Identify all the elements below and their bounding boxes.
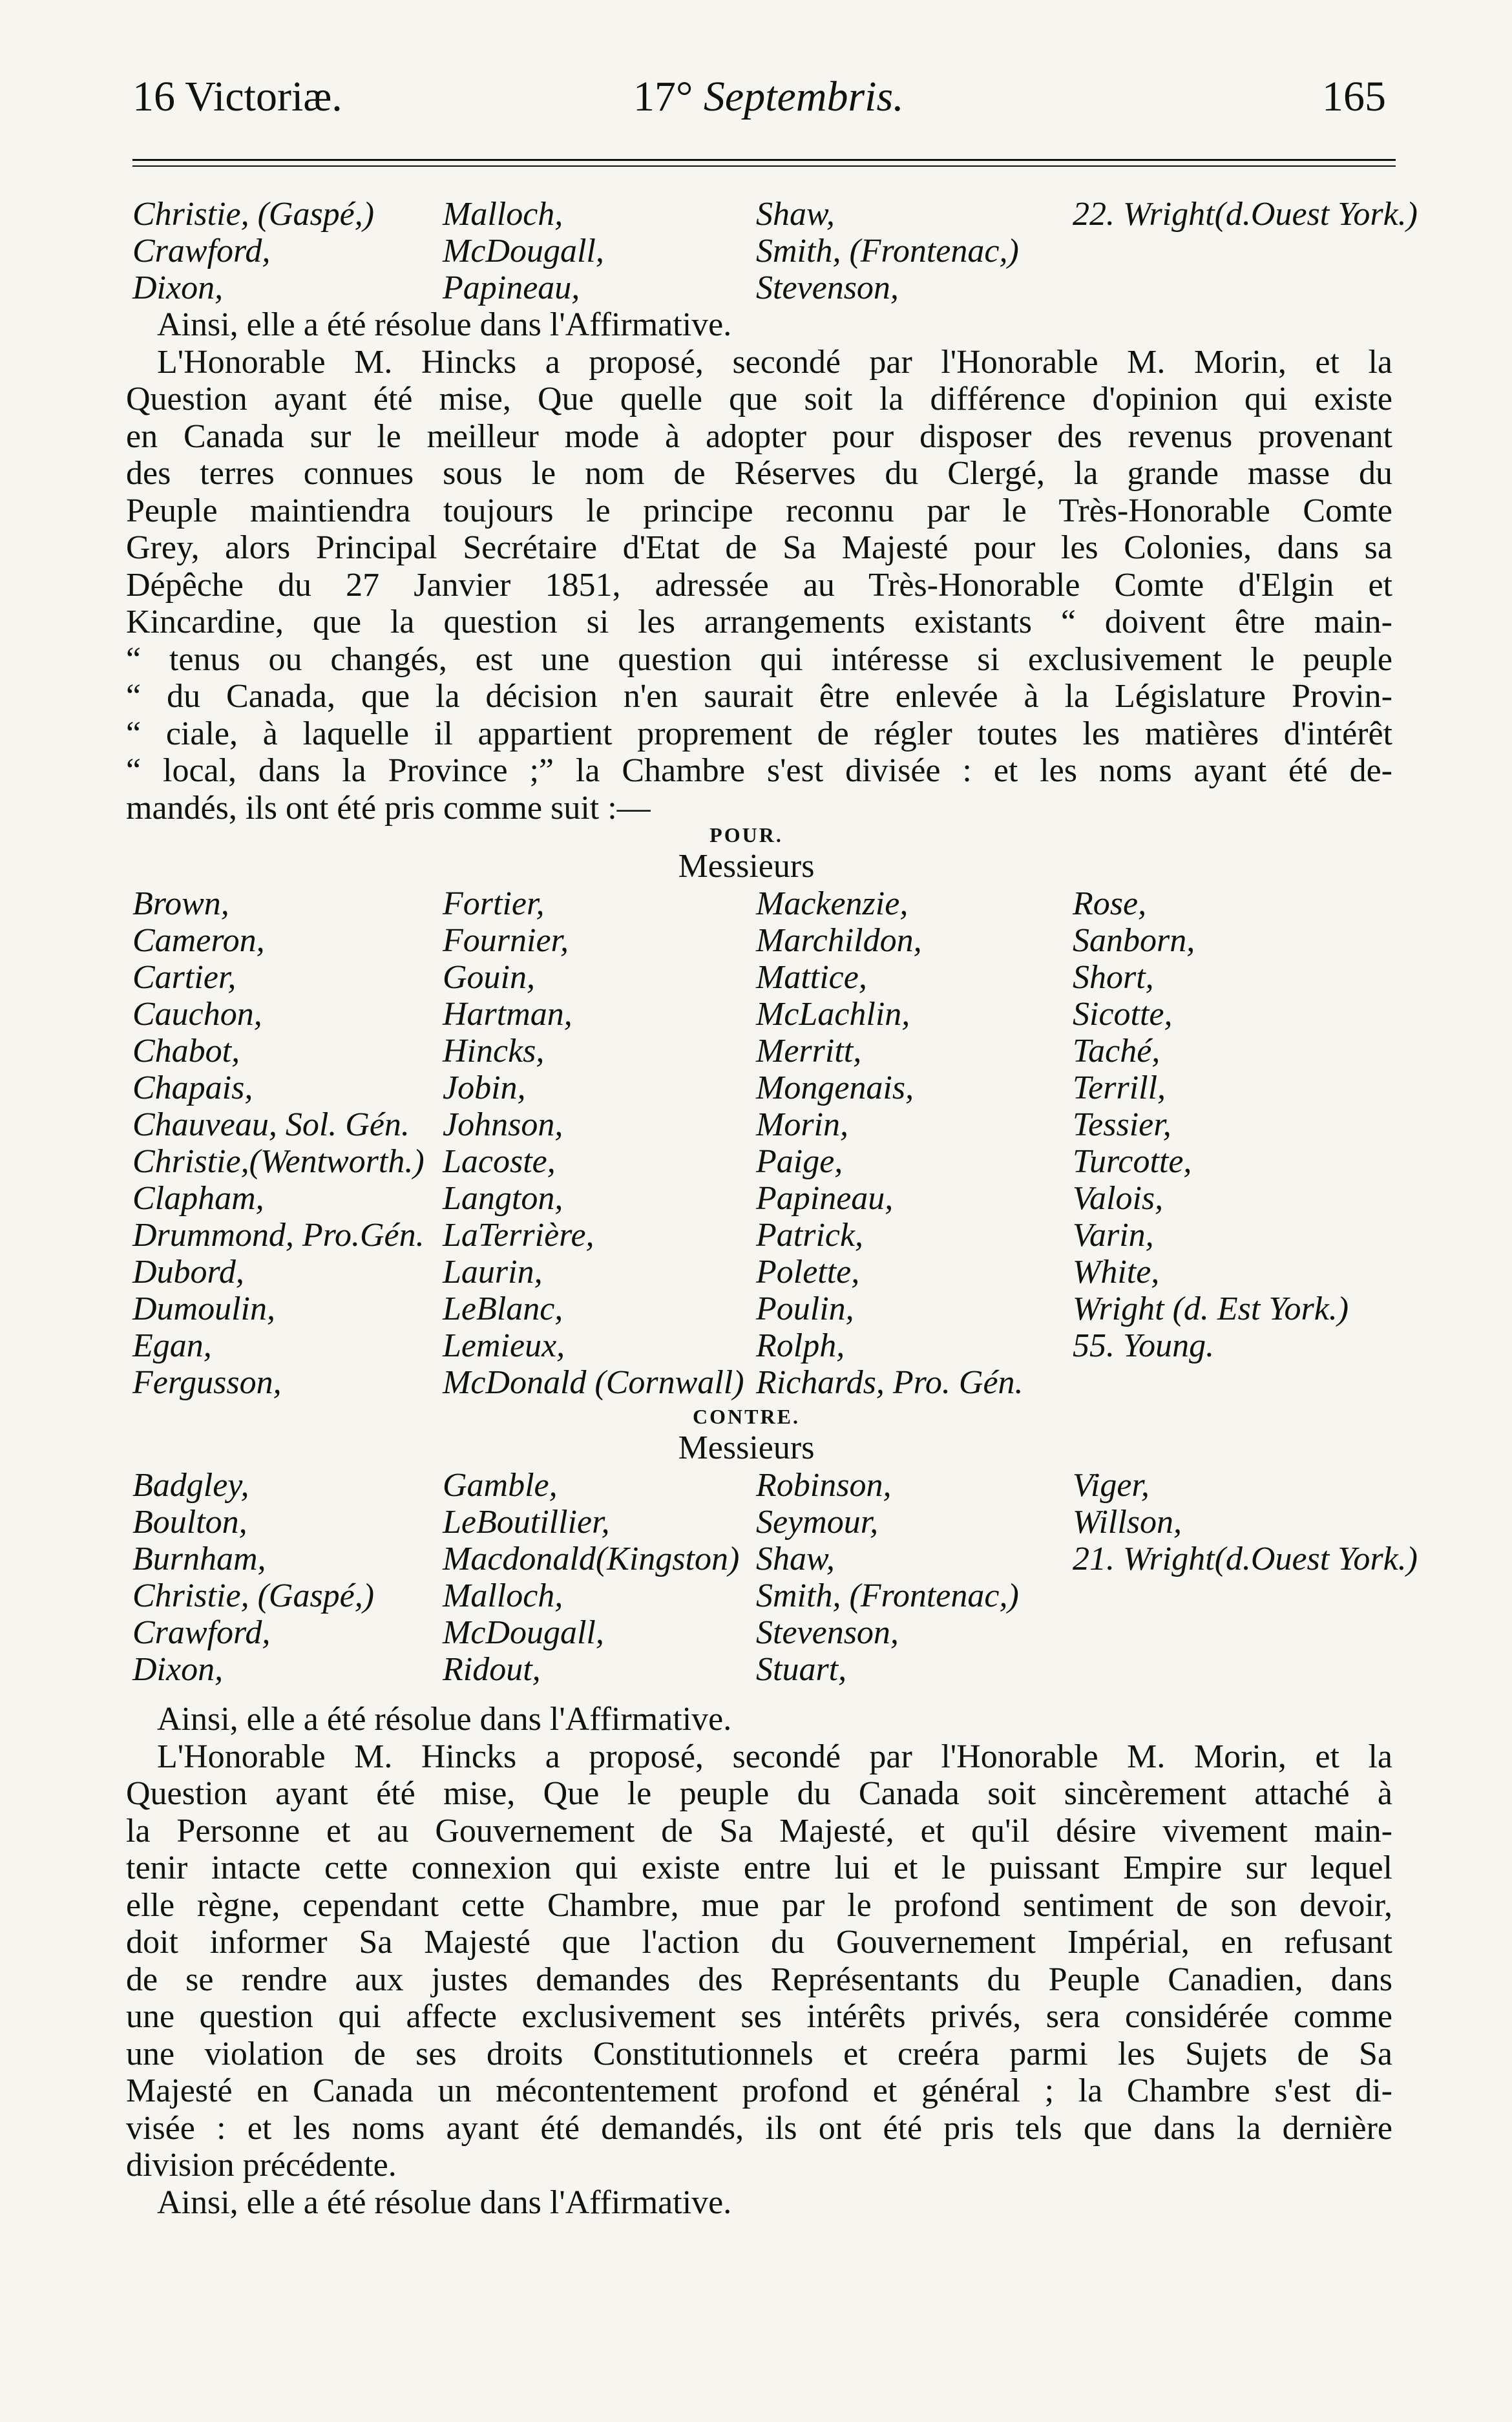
member-name: 21. Wright(d.Ouest York.) <box>1073 1541 1418 1577</box>
header-session: 16 Victoriæ. <box>132 73 342 120</box>
member-name: 22. Wright(d.Ouest York.) <box>1073 196 1418 233</box>
member-name: Boulton, <box>132 1504 247 1541</box>
member-name: Chauveau, Sol. Gén. <box>132 1106 410 1143</box>
text-line: doit informer Sa Majesté que l'action du Gouvernement Impérial, en refusant <box>126 1924 1392 1961</box>
vote-row <box>126 1364 1392 1401</box>
member-name: Macdonald(Kingston) <box>443 1541 740 1577</box>
text-line: une violation de ses droits Constitutionnels et creéra parmi les Sujets de Sa <box>126 2035 1392 2072</box>
member-name: Crawford, <box>132 1614 271 1651</box>
member-name: Mattice, <box>756 959 867 996</box>
text-line: Question ayant été mise, Que quelle que soit la différence d'opinion qui existe <box>126 381 1392 417</box>
member-name: Hartman, <box>443 996 572 1033</box>
member-name: McDougall, <box>443 233 604 269</box>
header-date <box>633 71 904 123</box>
member-name: Marchildon, <box>756 922 922 959</box>
pour-messieurs: Messieurs <box>678 848 815 885</box>
resolution-3 <box>126 2184 1392 2222</box>
motion-1-block <box>126 306 1392 827</box>
text-line: Peuple maintiendra toujours le principe reconnu par le Très-Honorable Comte <box>126 492 1392 529</box>
text-line: L'Honorable M. Hincks a proposé, secondé par l'Honorable M. Morin, et la <box>157 343 1392 381</box>
member-name: Smith, (Frontenac,) <box>756 233 1019 269</box>
member-name: Dumoulin, <box>132 1290 275 1327</box>
member-name: Christie, (Gaspé,) <box>132 196 375 233</box>
member-name: McDonald (Cornwall) <box>443 1364 744 1401</box>
member-name: Dixon, <box>132 269 224 306</box>
vote-row <box>126 996 1392 1033</box>
member-name: Chapais, <box>132 1069 253 1106</box>
member-name: Rose, <box>1073 885 1147 922</box>
text-line: une question qui affecte exclusivement ses intérêts privés, sera considérée comme <box>126 1998 1392 2035</box>
motion-2-text <box>126 1738 1392 2184</box>
vote-row <box>126 196 1418 233</box>
resolution-1 <box>126 306 1392 344</box>
member-name: Christie, (Gaspé,) <box>132 1577 375 1614</box>
pour-vote-list <box>126 885 1392 1401</box>
member-name: Laurin, <box>443 1254 543 1290</box>
member-name: LeBoutillier, <box>443 1504 610 1541</box>
vote-row <box>126 1467 1392 1504</box>
text-line: de se rendre aux justes demandes des Représentants du Peuple Canadien, dans <box>126 1961 1392 1998</box>
member-name: Patrick, <box>756 1217 864 1254</box>
member-name: Shaw, <box>756 196 835 233</box>
vote-row <box>126 1143 1392 1180</box>
header-rule-thin <box>132 165 1396 167</box>
vote-row <box>126 885 1392 922</box>
member-name: Stuart, <box>756 1651 847 1688</box>
page-header <box>132 71 1386 123</box>
vote-row <box>126 269 1392 306</box>
vote-row <box>126 1651 1392 1688</box>
member-name: Tessier, <box>1073 1106 1171 1143</box>
text-line: visée : et les noms ayant été demandés, ils ont été pris tels que dans la dernière <box>126 2109 1392 2147</box>
member-name: Terrill, <box>1073 1069 1166 1106</box>
member-name: Valois, <box>1073 1180 1164 1217</box>
vote-row <box>126 1180 1392 1217</box>
text-line: Question ayant été mise, Que le peuple du Canada soit sincèrement attaché à <box>126 1775 1392 1812</box>
member-name: Stevenson, <box>756 1614 899 1651</box>
member-name: Ridout, <box>443 1651 541 1688</box>
member-name: Fournier, <box>443 922 569 959</box>
vote-row <box>126 1254 1392 1290</box>
member-name: Johnson, <box>443 1106 563 1143</box>
vote-row <box>126 1327 1392 1364</box>
vote-row <box>126 959 1392 996</box>
member-name: Gamble, <box>443 1467 558 1504</box>
text-line: Kincardine, que la question si les arrangements existants “ doivent être main- <box>126 604 1392 640</box>
member-name: Taché, <box>1073 1033 1160 1069</box>
member-name: Mongenais, <box>756 1069 914 1106</box>
text-line: elle règne, cependant cette Chambre, mue par le profond sentiment de son devoir, <box>126 1886 1392 1924</box>
member-name: 55. Young. <box>1073 1327 1215 1364</box>
text-line: des terres connues sous le nom de Réserves du Clergé, la grande masse du <box>126 455 1392 492</box>
member-name: Seymour, <box>756 1504 879 1541</box>
member-name: Shaw, <box>756 1541 835 1577</box>
member-name: Burnham, <box>132 1541 266 1577</box>
header-month: Septembris. <box>703 73 904 120</box>
text-line: Majesté en Canada un mécontentement profond et général ; la Chambre s'est di- <box>126 2072 1392 2109</box>
member-name: Turcotte, <box>1073 1143 1192 1180</box>
member-name: Cauchon, <box>132 996 262 1033</box>
member-name: Poulin, <box>756 1290 854 1327</box>
member-name: Polette, <box>756 1254 860 1290</box>
motion-1-text <box>126 344 1392 827</box>
member-name: LeBlanc, <box>443 1290 563 1327</box>
text-line: L'Honorable M. Hincks a proposé, secondé par l'Honorable M. Morin, et la <box>157 1738 1392 1775</box>
text-line: la Personne et au Gouvernement de Sa Majesté, et qu'il désire vivement main- <box>126 1812 1392 1849</box>
header-day: 17° <box>633 73 693 120</box>
text-line: “ tenus ou changés, est une question qui intéresse si exclusivement le peuple <box>126 640 1392 678</box>
member-name: LaTerrière, <box>443 1217 594 1254</box>
text-line: “ du Canada, que la décision n'en saurait être enlevée à la Législature Provin- <box>126 678 1392 715</box>
member-name: Lemieux, <box>443 1327 565 1364</box>
member-name: Drummond, Pro.Gén. <box>132 1217 425 1254</box>
member-name: Sicotte, <box>1073 996 1173 1033</box>
member-name: Badgley, <box>132 1467 249 1504</box>
vote-row <box>126 1614 1392 1651</box>
member-name: McDougall, <box>443 1614 604 1651</box>
member-name: Short, <box>1073 959 1154 996</box>
member-name: Christie,(Wentworth.) <box>132 1143 425 1180</box>
resolution-2 <box>126 1701 1392 1738</box>
vote-row <box>126 922 1392 959</box>
member-name: Rolph, <box>756 1327 845 1364</box>
member-name: Mackenzie, <box>756 885 908 922</box>
text-line: Grey, alors Principal Secrétaire d'Etat de Sa Majesté pour les Colonies, dans sa <box>126 529 1392 566</box>
resolution-3-text: Ainsi, elle a été résolue dans l'Affirmative. <box>157 2184 732 2221</box>
member-name: Jobin, <box>443 1069 526 1106</box>
member-name: Cameron, <box>132 922 265 959</box>
member-name: Fortier, <box>443 885 545 922</box>
pour-section <box>126 822 1392 1401</box>
contre-label: CONTRE. <box>693 1405 800 1428</box>
text-line: en Canada sur le meilleur mode à adopter pour disposer des revenus provenant <box>126 417 1392 455</box>
member-name: Malloch, <box>443 1577 563 1614</box>
member-name: Malloch, <box>443 196 563 233</box>
text-line: “ local, dans la Province ;” la Chambre s'est divisée : et les noms ayant été de- <box>126 752 1392 789</box>
contre-section <box>126 1404 1418 1688</box>
member-name: Chabot, <box>132 1033 240 1069</box>
member-name: Papineau, <box>756 1180 894 1217</box>
vote-row <box>126 1290 1392 1327</box>
vote-row <box>126 1504 1392 1541</box>
member-name: Dubord, <box>132 1254 244 1290</box>
vote-row <box>126 1106 1392 1143</box>
resolution-1-text: Ainsi, elle a été résolue dans l'Affirmative. <box>157 306 732 343</box>
text-line: division précédente. <box>126 2147 397 2184</box>
text-line: tenir intacte cette connexion qui existe entre lui et le puissant Empire sur lequel <box>126 1849 1392 1886</box>
member-name: Fergusson, <box>132 1364 282 1401</box>
text-line: Dépêche du 27 Janvier 1851, adressée au Très-Honorable Comte d'Elgin et <box>126 566 1392 604</box>
member-name: Sanborn, <box>1073 922 1195 959</box>
member-name: Dixon, <box>132 1651 224 1688</box>
member-name: Crawford, <box>132 233 271 269</box>
top-vote-list <box>126 196 1418 306</box>
member-name: Hincks, <box>443 1033 545 1069</box>
vote-row <box>126 1541 1418 1577</box>
member-name: Richards, Pro. Gén. <box>756 1364 1024 1401</box>
member-name: Lacoste, <box>443 1143 556 1180</box>
member-name: Langton, <box>443 1180 563 1217</box>
member-name: Wright (d. Est York.) <box>1073 1290 1349 1327</box>
member-name: Willson, <box>1073 1504 1182 1541</box>
motion-2-block <box>126 1701 1392 2221</box>
member-name: Varin, <box>1073 1217 1154 1254</box>
member-name: Morin, <box>756 1106 848 1143</box>
member-name: Egan, <box>132 1327 212 1364</box>
page-number: 165 <box>1322 73 1386 120</box>
resolution-2-text: Ainsi, elle a été résolue dans l'Affirmative. <box>157 1701 732 1738</box>
vote-row <box>126 1069 1392 1106</box>
header-rule <box>132 159 1396 161</box>
pour-label: POUR. <box>709 823 783 847</box>
member-name: White, <box>1073 1254 1160 1290</box>
member-name: Merritt, <box>756 1033 862 1069</box>
text-line: “ ciale, à laquelle il appartient proprement de régler toutes les matières d'intérêt <box>126 715 1392 752</box>
member-name: Robinson, <box>756 1467 892 1504</box>
vote-row <box>126 1033 1392 1069</box>
member-name: Smith, (Frontenac,) <box>756 1577 1019 1614</box>
member-name: Cartier, <box>132 959 236 996</box>
member-name: Papineau, <box>443 269 580 306</box>
contre-vote-list <box>126 1467 1418 1688</box>
vote-row <box>126 1577 1392 1614</box>
vote-row <box>126 1217 1392 1254</box>
contre-messieurs: Messieurs <box>678 1429 815 1466</box>
member-name: McLachlin, <box>756 996 910 1033</box>
vote-row <box>126 233 1392 269</box>
member-name: Paige, <box>756 1143 843 1180</box>
text-line: mandés, ils ont été pris comme suit :— <box>126 789 651 827</box>
member-name: Clapham, <box>132 1180 264 1217</box>
member-name: Viger, <box>1073 1467 1150 1504</box>
member-name: Brown, <box>132 885 229 922</box>
member-name: Stevenson, <box>756 269 899 306</box>
member-name: Gouin, <box>443 959 535 996</box>
